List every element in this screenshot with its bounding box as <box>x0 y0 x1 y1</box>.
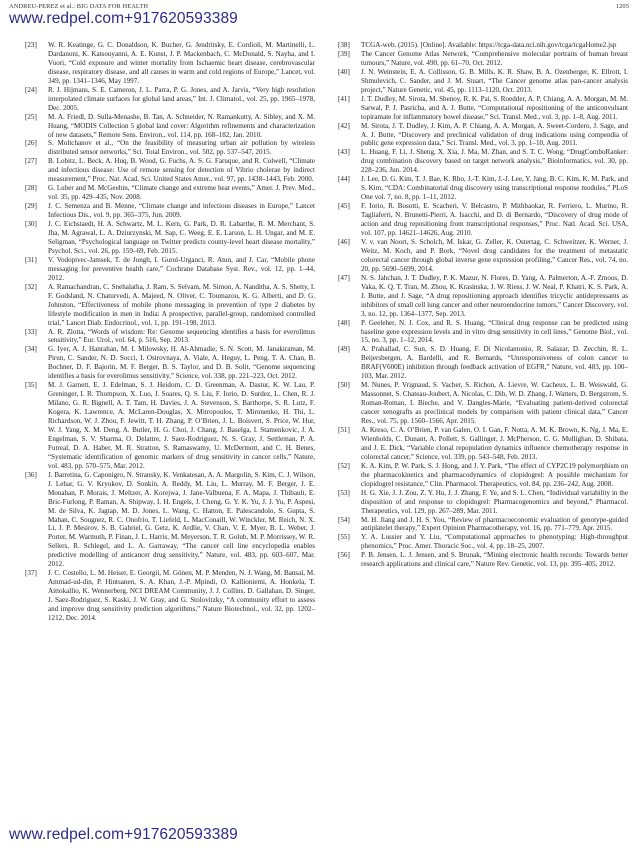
reference-entry <box>338 516 628 534</box>
reference-number: [33] <box>25 327 37 336</box>
reference-number: [23] <box>25 41 37 49</box>
reference-text: M. A. Friedl, D. Sulla-Menashe, B. Tan, A. Schneider, N. Ramankutty, A. Sibley, and X. M. Huang, “MODIS Collection 5 global land cover: Algorithm refinements and characterization of new datasets,” Remote Sens. Environ., vol. 114, pp. 168–182, Jan. 2010. <box>48 112 315 139</box>
reference-text: K. A. Kim, P. W. Park, S. J. Hong, and J. Y. Park, “The effect of CYP2C19 polymorphism on the pharmacokinetics and pharmacodynamics of clopidogrel: A possible mechanism for clopidogrel resistance,” Clin. Pharmacol. Therapeutics, vol. 84, pp. 236–242, Aug. 2008. <box>361 461 628 488</box>
reference-number: [44] <box>338 175 350 184</box>
reference-number: [53] <box>338 488 350 497</box>
reference-number: [50] <box>338 381 350 390</box>
reference-entry <box>25 345 315 381</box>
reference-number: [25] <box>25 112 37 121</box>
reference-number: [46] <box>338 237 350 246</box>
running-title: ANDREU-PEREZ et al.: BIG DATA FOR HEALTH <box>9 3 149 10</box>
reference-number: [24] <box>25 85 37 94</box>
reference-entry <box>338 551 628 569</box>
reference-entry <box>25 220 315 256</box>
reference-text: TCGA-web. (2015). [Online]. Available: https://tcga-data.nci.nih.gov/tcga/tcgaHome2.jsp <box>361 41 617 49</box>
reference-number: [40] <box>338 67 350 76</box>
reference-text: J. T. Dudley, M. Sirota, M. Shenoy, R. K. Pai, S. Roedder, A. P. Chiang, A. A. Morgan, M. M. Sarwal, P. J. Pasricha, and A. J. Butte, “Computational repositioning of the anticonvulsant topiramate for inflammatory bowel disease,” Sci. Transl. Med., vol. 3, pp. 1–8, Aug. 2011. <box>361 94 628 121</box>
reference-number: [30] <box>25 220 37 229</box>
reference-text: B. Lobitz, L. Beck, A. Huq, B. Wood, G. Fuchs, A. S. G. Faruque, and R. Colwell, “Climate and infectious disease: Use of remote sensing for detection of Vibrio cholerae by indirect measurement,” Proc. Nat. Acad. Sci. United States Amer., vol. 97, pp. 1438–1443, Feb. 2000. <box>48 157 315 184</box>
reference-text: A. R. Zlotta, “Words of wisdom: Re: Genome sequencing identifies a basis for everolimus sensitivity,” Eur. Urol., vol. 64, p. 516, Sep. 2013. <box>48 327 315 345</box>
reference-entry <box>338 238 628 274</box>
reference-entry <box>338 95 628 122</box>
reference-entry <box>25 113 315 140</box>
reference-entry <box>338 274 628 319</box>
page-number: 1205 <box>615 3 629 10</box>
reference-number: [32] <box>25 282 37 291</box>
reference-entry <box>25 202 315 220</box>
reference-number: [56] <box>338 551 350 560</box>
reference-text: G. Iyer, A. J. Hanrahan, M. I. Milowsky, H. Al-Ahmadie, S. N. Scott, M. Janakiraman, M. Pirun, C. Sander, N. D. Socci, I. Ostrovnaya, A. Viale, A. Heguy, L. Peng, T. A. Chan, B. Bochner, D. F. Bajorin, M. F. Berger, B. S. Taylor, and D. B. Solit, “Genome sequencing identifies a basis for everolimus sensitivity,” Science, vol. 338, pp. 221–223, Oct. 2012. <box>48 345 315 381</box>
reference-number: [36] <box>25 470 37 479</box>
reference-entry <box>338 381 628 426</box>
reference-text: V. v. van Noort, S. Scholch, M. Iskar, G. Zeller, K. Ostertag, C. Schweitzer, K. Werner, J. Weitz, M. Koch, and P. Bork, “Novel drug candidates for the treatment of metastatic colorectal cancer through global inverse gene expression profiling,” Cancer Res., vol. 74, no. 20, pp. 5690–5699, 2014. <box>361 237 628 273</box>
reference-number: [35] <box>25 381 37 390</box>
reference-text: J. Lee, D. G. Kim, T. J. Bae, K. Rho, J.-T. Kim, J.-J. Lee, Y. Jang, B. C. Kim, K. M. Park, and S. Kim, “CDA: Combinatorial drug discovery using transcriptional response modules,” PLoS One vol. 7, no. 8, pp. 1–11, 2012. <box>361 175 628 202</box>
reference-number: [31] <box>25 255 37 264</box>
reference-entry <box>25 86 315 113</box>
reference-entry <box>25 139 315 157</box>
reference-text: A. Kreso, C. A. O’Brien, P. van Galen, O. I. Gan, F. Notta, A. M. K. Brown, K. Ng, J. Ma, E. Wienholds, C. Dunant, A. Pollett, S. Gallinger, J. McPherson, C. G. Mullighan, D. Shibata, and J. E. Dick, “Variable clonal repopulation dynamics influence chemotherapy response in colorectal cancer,” Science, vol. 339, pp. 543–548, Feb. 2013. <box>361 425 628 461</box>
reference-text: A. Ramachandran, C. Snehalatha, J. Ram, S. Selvam, M. Simon, A. Nanditha, A. S. Shetty, I. F. Godsland, N. Chaturvedi, A. Majeed, N. Oliver, C. Toumazou, K. G. Alberti, and D. G. Johnston, “Effectiveness of mobile phone messaging in prevention of type 2 diabetes by lifestyle modification in men in India: A prospective, parallel-group, randomised controlled trial,” Lancet Diab. Endocrinol., vol. 1, pp. 191–198, 2013. <box>48 282 315 327</box>
reference-number: [43] <box>338 148 350 157</box>
reference-entry <box>338 41 628 50</box>
reference-text: H. G. Xie, J. J. Zou, Z. Y. Hu, J. J. Zhang, F. Ye, and S. L. Chen, “Individual variability in the disposition of and response to clopidogrel: Pharmacogenomics and beyond,” Pharmacol. Therapeutics, vol. 129, pp. 267–289, Mar. 2011. <box>361 488 628 515</box>
reference-entry <box>25 157 315 184</box>
reference-entry <box>25 328 315 346</box>
watermark-top: www.redpel.com+917620593389 <box>9 10 238 27</box>
reference-number: [55] <box>338 533 350 542</box>
reference-number: [41] <box>338 94 350 103</box>
reference-number: [54] <box>338 515 350 524</box>
reference-entry <box>338 68 628 95</box>
reference-number: [34] <box>25 345 37 354</box>
reference-entry <box>25 256 315 283</box>
reference-entry <box>25 41 315 86</box>
reference-text: M. J. Garnett, E. J. Edelman, S. J. Heidorn, C. D. Greenman, A. Dastur, K. W. Lau, P. Greninger, I. R. Thompson, X. Luo, J. Soares, Q. S. Liu, F. Iorio, D. Surdez, L. Chen, R. J. Milano, G. R. Bignell, A. T. Tam, H. Davies, J. A. Stevenson, S. Barthorpe, S. R. Lutz, F. Kogera, K. Lawrence, A. McLaren-Douglas, X. Mitropoulos, T. Mironenko, H. Thi, L. Richardson, W. J. Zhou, F. Jewitt, T. H. Zhang, P. O’Brien, J. L. Boisvert, S. Price, W. Hur, W. J. Yang, X. M. Deng, A. Butler, H. G. Choi, J. Chang, J. Baselga, I. Stamenkovic, J. A. Engelman, S. V. Sharma, O. Delattre, J. Saez-Rodriguez, N. S. Gray, J. Settleman, P. A. Futreal, D. A. Haber, M. R. Stratton, S. Ramaswamy, U. McDermott, and C. H. Benes, “Systematic identification of genomic markers of drug sensitivity in cancer cells,” Nature, vol. 483, pp. 570–575, Mar. 2012. <box>48 381 315 470</box>
reference-entry <box>25 569 315 623</box>
reference-number: [27] <box>25 157 37 166</box>
reference-number: [45] <box>338 202 350 211</box>
reference-text: Y. A. Lussier and Y. Liu, “Computational approaches to phenotyping: High-throughput phenomics,” Proc. Amer. Thoracic Soc., vol. 4, pp. 18–25, 2007. <box>361 533 628 551</box>
watermark-bottom: www.redpel.com+917620593389 <box>9 826 238 843</box>
reference-number: [47] <box>338 273 350 282</box>
reference-text: The Cancer Genome Atlas Network, “Comprehensive molecular portraits of human breast tumours,” Nature, vol. 490, pp. 61–70, Oct. 2012. <box>361 49 628 67</box>
reference-text: N. S. Jahchan, J. T. Dudley, P. K. Mazur, N. Flores, D. Yang, A. Palmerton, A.-F. Zmoos, D. Vaka, K. Q. T. Tran, M. Zhou, K. Krasinska, J. W. Riess, J. W. Neal, P. Khatri, K. S. Park, A. J. Butte, and J. Sage, “A drug repositioning approach identifies tricyclic antidepressants as inhibitors of small cell lung cancer and other neuroendocrine tumors,” Cancer Discovery, vol. 3, no. 12, pp. 1364–1377, Sep. 2013. <box>361 273 628 318</box>
reference-entry <box>338 175 628 202</box>
reference-text: L. Huang, F. Li, J. Sheng, X. Xia, J. Ma, M. Zhan, and S. T. C. Wong, “DrugComboRanker: drug combination discovery based on target network analysis,” Bioinformatics, vol. 30, pp. 228–236, Jun. 2014. <box>361 148 628 175</box>
reference-text: W. R. Keatinge, G. C. Donaldson, K. Bucher, G. Jendritsky, E. Cordioli, M. Martinelli, L. Dardanoni, K. Katsouyanni, A. E. Kunst, J. P. Mackenbach, C. McDonald, S. Nayha, and I. Vuori, “Cold exposure and winter mortality from Ischaemic heart disease, cerebrovascular disease, respiratory disease, and all causes in warm and cold regions of Europe,” Lancet, vol. 349, pp. 1341–1346, May 1997. <box>48 41 315 85</box>
reference-entry <box>338 345 628 381</box>
reference-number: [51] <box>338 425 350 434</box>
reference-text: A. Prahallad, C. Sun, S. D. Huang, F. Di Nicolantonio, R. Salazar, D. Zecchin, R. L. Beijersbergen, A. Bardelli, and R. Bernards, “Unresponsiveness of colon cancer to BRAF(V600E) inhibition through feedback activation of EGFR,” Nature, vol. 483, pp. 100–103, Mar. 2012. <box>361 345 628 381</box>
reference-entry <box>338 50 628 68</box>
reference-number: [52] <box>338 461 350 470</box>
reference-text: J. C. Semenza and B. Menne, “Climate change and infectious diseases in Europe,” Lancet Infectious Dis., vol. 9, pp. 365–375, Jun. 2009. <box>48 202 315 220</box>
reference-number: [26] <box>25 139 37 148</box>
reference-entry <box>338 426 628 462</box>
reference-number: [42] <box>338 121 350 130</box>
reference-text: M. Nunes, P. Vrignaud, S. Vacher, S. Richon, A. Lievre, W. Cacheux, L. B. Weiswald, G. Massonnet, S. Chateau-Joubert, A. Nicolas, C. Dib, W. D. Zhang, J. Watters, D. Bergstrom, S. Roman-Roman, I. Bieche, and V. Dangles-Marie, “Evaluating patient-derived colorectal cancer xenografts as preclinical models by comparison with patient clinical data,” Cancer Res., vol. 75, pp. 1560–1566, Apr. 2015. <box>361 381 628 426</box>
reference-text: M. Sirota, J. T. Dudley, J. Kim, A. P. Chiang, A. A. Morgan, A. Sweet-Cordero, J. Sage, and A. J. Butte, “Discovery and preclinical validation of drug indications using compendia of public gene expression data,” Sci. Transl. Med., vol. 3, pp. 1–10, Aug. 2011. <box>361 121 628 148</box>
reference-number: [28] <box>25 184 37 193</box>
references-right-column <box>338 41 628 821</box>
reference-entry <box>338 533 628 551</box>
reference-number: [38] <box>338 41 350 49</box>
reference-text: J. C. Eichstaedt, H. A. Schwartz, M. L. Kern, G. Park, D. R. Labarthe, R. M. Merchant, S. Jha, M. Agrawal, L. A. Dziurzynski, M. Sap, C. Weeg, E. E. Larson, L. H. Ungar, and M. E. Seligman, “Psychological language on Twitter predicts county-level heart disease mortality,” Psychol. Sci., vol. 26, pp. 159–69, Feb. 2015. <box>48 220 315 255</box>
reference-number: [39] <box>338 49 350 58</box>
reference-number: [49] <box>338 345 350 354</box>
reference-text: P. Geeleher, N. J. Cox, and R. S. Huang, “Clinical drug response can be predicted using baseline gene expression levels and in vitro drug sensitivity in cell lines,” Genome Biol., vol. 15, no. 3, pp. 1–12, 2014. <box>361 318 628 345</box>
reference-number: [37] <box>25 569 37 578</box>
reference-text: V. Vodopivec-Jamsek, T. de Jongh, I. Gurol-Urganci, R. Atun, and J. Car, “Mobile phone messaging for preventive health care,” Cochrane Database Syst. Rev., vol. 12, pp. 1–44, 2012. <box>48 255 315 282</box>
reference-entry <box>338 489 628 516</box>
reference-text: J. C. Costello, L. M. Heiser, E. Georgii, M. Gönen, M. P. Menden, N. J. Wang, M. Bansal, M. Ammad-ud-din, P. Hintsanen, S. A. Khan, J.-P. Mpindi, O. Kallioniemi, A. Honkela, T. Aittokallio, K. Wennerberg, NCI DREAM Community, J. J. Collins, D. Gallahan, D. Singer, J. Saez-Rodriguez, S. Kaski, J. W. Gray, and G. Stolovitzky, “A community effort to assess and improve drug sensitivity prediction algorithms,” Nature Biotechnol., vol. 32, pp. 1202–1212, Dec. 2014. <box>48 569 315 622</box>
reference-text: P. B. Jensen, L. J. Jensen, and S. Brunak, “Mining electronic health records: Towards better research applications and clinical care,” Nature Rev. Genetic, vol. 13, pp. 395–405, 2012. <box>361 551 628 569</box>
references-left-column <box>25 41 315 821</box>
reference-entry <box>338 462 628 489</box>
reference-number: [29] <box>25 202 37 211</box>
reference-entry <box>338 319 628 346</box>
reference-text: R. J. Hijmans, S. E. Cameron, J. L. Parra, P. G. Jones, and A. Jarvis, “Very high resolution interpolated climate surfaces for global land areas,” Int. J. Climatol., vol. 25, pp. 1965–1978, Dec. 2005. <box>48 85 315 112</box>
reference-text: J. Barretina, G. Caponigro, N. Stransky, K. Venkatesan, A. A. Margolin, S. Kim, C. J. Wilson, J. Lehar, G. V. Kryukov, D. Sonkin, A. Reddy, M. Liu, L. Murray, M. F. Berger, J. E. Monahan, P. Morais, J. Meltzer, A. Korejwa, J. Jane-Valbuena, F. A. Mapa, J. Thibault, E. Bric-Furlong, P. Raman, A. Shipway, I. H. Engels, J. Cheng, G. Y. K. Yu, J. J. Yu, P. Aspesi, M. de Silva, K. Jagtap, M. D. Jones, L. Wang, C. Hatton, E. Palescandolo, S. Gupta, S. Mahan, C. Sougnez, R. C. Onofrio, T. Liefeld, L. MacConaill, W. Winckler, M. Reich, N. X. Li, J. P. Mesirov, S. B. Gabriel, G. Getz, K. Ardlie, V. Chan, V. E. Myer, B. L. Weber, J. Porter, M. Warmuth, P. Finan, J. L. Harris, M. Meyerson, T. R. Golub, M. P. Morrissey, W. R. Sellers, R. Schlegel, and L. A. Garraway, “The cancer cell line encyclopedia enables predictive modelling of anticancer drug sensitivity,” Nature, vol. 483, pp. 603–607, Mar. 2012. <box>48 470 315 569</box>
reference-number: [48] <box>338 318 350 327</box>
reference-entry <box>25 283 315 328</box>
reference-text: G. Luber and M. McGeehin, “Climate change and extreme heat events,” Amer. J. Prev. Med., vol. 35, pp. 429–435, Nov. 2008. <box>48 184 315 202</box>
reference-entry <box>338 122 628 149</box>
reference-text: S. Moltchanov et al., “On the feasibility of measuring urban air pollution by wireless distributed sensor networks,” Sci. Total Environ., vol. 502, pp. 537–547, 2015. <box>48 139 315 157</box>
reference-entry <box>25 471 315 569</box>
reference-text: F. Iorio, R. Bosotti, E. Scacheri, V. Belcastro, P. Mithbaokar, R. Ferriero, L. Murino, R. Tagliaferri, N. Brunetti-Pierri, A. Isacchi, and D. di Bernardo, “Discovery of drug mode of action and drug repositioning from transcriptional responses,” Proc. Natl. Acad. Sci. USA, vol. 107, pp. 14621–14626, Aug. 2010. <box>361 202 628 238</box>
reference-entry <box>338 148 628 175</box>
reference-entry <box>25 381 315 471</box>
reference-entry <box>338 202 628 238</box>
reference-text: M. H. Jiang and J. H. S. You, “Review of pharmacoeconomic evaluation of genotype-guided antiplatelet therapy,” Expert Opinion Pharmacotherapy, vol. 16, pp. 771–779, Apr. 2015. <box>361 515 628 533</box>
reference-entry <box>25 184 315 202</box>
reference-text: J. N. Weinstein, E. A. Collisson, G. B. Mills, K. R. Shaw, B. A. Ozenberger, K. Ellrott, I. Shmulevich, C. Sander, and J. M. Stuart, “The Cancer genome atlas pan-cancer analysis project,” Nature Genetic, vol. 45, pp. 1113–1120, Oct. 2013. <box>361 67 628 94</box>
